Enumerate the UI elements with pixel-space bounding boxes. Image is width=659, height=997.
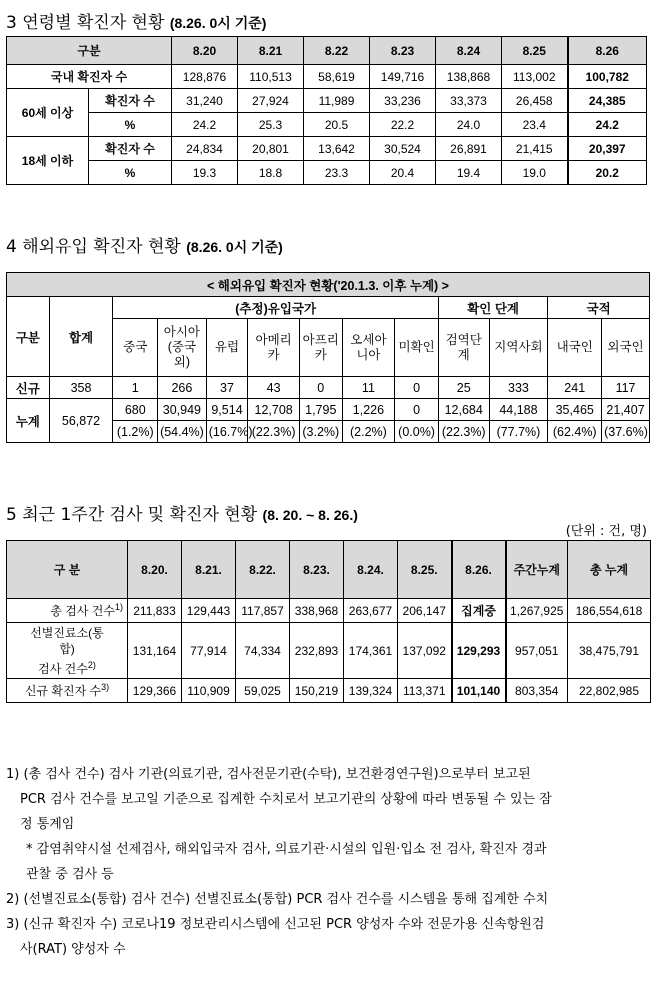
cell: 338,968 bbox=[290, 599, 344, 623]
cell-latest: 집계중 bbox=[452, 599, 506, 623]
pct-cell: (3.2%) bbox=[299, 421, 342, 443]
header-date: 8.23. bbox=[290, 541, 344, 599]
cell: 38,475,791 bbox=[568, 623, 651, 679]
row-label-new: 신규 bbox=[7, 377, 50, 399]
cell: 150,219 bbox=[290, 679, 344, 703]
section4-title bbox=[6, 232, 283, 257]
header-date: 8.25 bbox=[502, 37, 568, 65]
section4-title-sub: (8.26. 0시 기준) bbox=[186, 239, 283, 255]
cell: 12,684 bbox=[438, 399, 489, 421]
subheader: 오세아니아 bbox=[342, 319, 395, 377]
cell: 19.4 bbox=[436, 161, 502, 185]
screening-label-line1: 선별진료소(통 bbox=[30, 625, 104, 640]
cell-latest: 100,782 bbox=[568, 65, 647, 89]
count-label: 확진자 수 bbox=[89, 89, 172, 113]
cell: 113,002 bbox=[502, 65, 568, 89]
pct-cell: (22.3%) bbox=[438, 421, 489, 443]
subheader: 중국 bbox=[113, 319, 158, 377]
section5-title-sub: (8. 20. ~ 8. 26.) bbox=[262, 507, 358, 523]
cell: 117,857 bbox=[236, 599, 290, 623]
cell: 24.0 bbox=[436, 113, 502, 137]
cell: 129,443 bbox=[182, 599, 236, 623]
cell: 241 bbox=[548, 377, 602, 399]
cell: 11 bbox=[342, 377, 395, 399]
cell: 110,909 bbox=[182, 679, 236, 703]
cell: 27,924 bbox=[238, 89, 304, 113]
footnote-line: 관찰 중 검사 등 bbox=[26, 867, 114, 882]
pct-cell: (0.0%) bbox=[395, 421, 439, 443]
footnotes bbox=[6, 762, 652, 962]
screening-label-text: 검사 건수 bbox=[38, 661, 88, 676]
pct-cell: (22.3%) bbox=[248, 421, 300, 443]
section5-title-text: 5 최근 1주간 검사 및 확진자 현황 bbox=[6, 505, 258, 525]
screening-label bbox=[7, 623, 128, 679]
cell: 1 bbox=[113, 377, 158, 399]
pct-cell: (62.4%) bbox=[548, 421, 602, 443]
footnote-mark: 3) bbox=[101, 682, 110, 692]
cell: 24.2 bbox=[172, 113, 238, 137]
cell: 18.8 bbox=[238, 161, 304, 185]
pct-cell: (37.6%) bbox=[602, 421, 650, 443]
cell: 9,514 bbox=[206, 399, 248, 421]
table-caption: < 해외유입 확진자 현황('20.1.3. 이후 누계) > bbox=[7, 273, 650, 297]
cell: 803,354 bbox=[506, 679, 568, 703]
pct-label: % bbox=[89, 113, 172, 137]
cell: 33,373 bbox=[436, 89, 502, 113]
cell-latest: 20.2 bbox=[568, 161, 647, 185]
footnote-line: 사(RAT) 양성자 수 bbox=[20, 942, 126, 957]
header-date: 8.24 bbox=[436, 37, 502, 65]
cell: 25.3 bbox=[238, 113, 304, 137]
screening-label-line2: 합) bbox=[59, 641, 75, 656]
cell: 23.4 bbox=[502, 113, 568, 137]
tests-label-text: 총 검사 건수 bbox=[50, 604, 115, 618]
screening-label-line3 bbox=[9, 657, 125, 677]
header-grand-total: 총 누계 bbox=[568, 541, 651, 599]
cell: 21,407 bbox=[602, 399, 650, 421]
cell: 110,513 bbox=[238, 65, 304, 89]
cell: 20,801 bbox=[238, 137, 304, 161]
header-nationality: 국적 bbox=[548, 297, 650, 319]
cell-latest: 20,397 bbox=[568, 137, 647, 161]
header-date: 8.21. bbox=[182, 541, 236, 599]
cell: 0 bbox=[395, 377, 439, 399]
header-gubun: 구분 bbox=[7, 297, 50, 377]
section3-title-text: 3 연령별 확진자 현황 bbox=[6, 13, 165, 33]
cell: 59,025 bbox=[236, 679, 290, 703]
footnote-line: 1) (총 검사 건수) 검사 기관(의료기관, 검사전문기관(수탁), 보건환경연구원)으로부터 보고된 bbox=[6, 767, 531, 782]
count-label: 확진자 수 bbox=[89, 137, 172, 161]
cases-label-text: 신규 확진자 수 bbox=[24, 684, 102, 698]
cell: 30,524 bbox=[370, 137, 436, 161]
section4-title-text: 4 해외유입 확진자 현황 bbox=[6, 237, 181, 257]
cell: 333 bbox=[489, 377, 548, 399]
cases-label bbox=[7, 679, 128, 703]
pct-cell: (1.2%) bbox=[113, 421, 158, 443]
weekly-tests-table bbox=[6, 540, 651, 703]
cell: 19.3 bbox=[172, 161, 238, 185]
cell: 186,554,618 bbox=[568, 599, 651, 623]
cell: 139,324 bbox=[344, 679, 398, 703]
cell: 23.3 bbox=[304, 161, 370, 185]
cell: 74,334 bbox=[236, 623, 290, 679]
subheader: 아시아(중국외) bbox=[158, 319, 207, 377]
footnote-mark: 2) bbox=[87, 659, 96, 670]
row-label-cumulative: 누계 bbox=[7, 399, 50, 443]
cell: 25 bbox=[438, 377, 489, 399]
footnote-line: 2) (선별진료소(통합) 검사 건수) 선별진료소(통합) PCR 검사 건수를 시스템을 통해 집계한 수치 bbox=[6, 892, 549, 907]
cell: 358 bbox=[49, 377, 113, 399]
cell: 21,415 bbox=[502, 137, 568, 161]
header-date: 8.20. bbox=[128, 541, 182, 599]
cell: 266 bbox=[158, 377, 207, 399]
header-date-latest: 8.26. bbox=[452, 541, 506, 599]
age18-label: 18세 이하 bbox=[7, 137, 89, 185]
subheader: 내국인 bbox=[548, 319, 602, 377]
footnote-line: 정 통계임 bbox=[20, 817, 75, 832]
cell-latest: 24.2 bbox=[568, 113, 647, 137]
cell: 44,188 bbox=[489, 399, 548, 421]
header-date: 8.25. bbox=[398, 541, 452, 599]
header-weekly-total: 주간누계 bbox=[506, 541, 568, 599]
cell: 0 bbox=[395, 399, 439, 421]
cell: 680 bbox=[113, 399, 158, 421]
unit-label: (단위 : 건, 명) bbox=[565, 524, 647, 539]
subheader: 지역사회 bbox=[489, 319, 548, 377]
section5-title bbox=[6, 500, 358, 525]
subheader: 아메리카 bbox=[248, 319, 300, 377]
cell: 149,716 bbox=[370, 65, 436, 89]
header-total: 합계 bbox=[49, 297, 113, 377]
pct-cell: (77.7%) bbox=[489, 421, 548, 443]
subheader: 아프리카 bbox=[299, 319, 342, 377]
cell: 26,891 bbox=[436, 137, 502, 161]
subheader: 검역단계 bbox=[438, 319, 489, 377]
cell: 1,795 bbox=[299, 399, 342, 421]
cell: 12,708 bbox=[248, 399, 300, 421]
header-date: 8.22 bbox=[304, 37, 370, 65]
domestic-label: 국내 확진자 수 bbox=[7, 65, 172, 89]
cell: 24,834 bbox=[172, 137, 238, 161]
header-gubun: 구 분 bbox=[7, 541, 128, 599]
footnote-line: PCR 검사 건수를 보고일 기준으로 집계한 수치로서 보고기관의 상황에 따라 변동될 수 있는 잠 bbox=[20, 792, 552, 807]
cell: 35,465 bbox=[548, 399, 602, 421]
footnote-line: 3) (신규 확진자 수) 코로나19 정보관리시스템에 신고된 PCR 양성자 수와 전문가용 신속항원검 bbox=[6, 917, 545, 932]
pct-cell: (16.7%) bbox=[206, 421, 248, 443]
overseas-cases-table bbox=[6, 272, 650, 443]
header-date: 8.21 bbox=[238, 37, 304, 65]
header-date: 8.24. bbox=[344, 541, 398, 599]
cell: 19.0 bbox=[502, 161, 568, 185]
cell: 1,267,925 bbox=[506, 599, 568, 623]
cell: 263,677 bbox=[344, 599, 398, 623]
cell: 113,371 bbox=[398, 679, 452, 703]
cell: 211,833 bbox=[128, 599, 182, 623]
subheader: 미확인 bbox=[395, 319, 439, 377]
cell: 37 bbox=[206, 377, 248, 399]
section3-title bbox=[6, 8, 266, 33]
cell: 0 bbox=[299, 377, 342, 399]
header-date: 8.20 bbox=[172, 37, 238, 65]
cell: 20.4 bbox=[370, 161, 436, 185]
subheader: 유럽 bbox=[206, 319, 248, 377]
age-cases-table bbox=[6, 36, 647, 185]
cell-latest: 101,140 bbox=[452, 679, 506, 703]
cell: 174,361 bbox=[344, 623, 398, 679]
cell: 232,893 bbox=[290, 623, 344, 679]
cell: 30,949 bbox=[158, 399, 207, 421]
age60-label: 60세 이상 bbox=[7, 89, 89, 137]
header-date: 8.22. bbox=[236, 541, 290, 599]
cell: 20.5 bbox=[304, 113, 370, 137]
cell: 13,642 bbox=[304, 137, 370, 161]
section3-title-sub: (8.26. 0시 기준) bbox=[169, 15, 267, 31]
cell: 58,619 bbox=[304, 65, 370, 89]
cell: 1,226 bbox=[342, 399, 395, 421]
cell: 26,458 bbox=[502, 89, 568, 113]
cell: 957,051 bbox=[506, 623, 568, 679]
cell: 128,876 bbox=[172, 65, 238, 89]
cell-latest: 129,293 bbox=[452, 623, 506, 679]
subheader: 외국인 bbox=[602, 319, 650, 377]
cell: 33,236 bbox=[370, 89, 436, 113]
pct-label: % bbox=[89, 161, 172, 185]
cell: 138,868 bbox=[436, 65, 502, 89]
cell: 56,872 bbox=[49, 399, 113, 443]
cell-latest: 24,385 bbox=[568, 89, 647, 113]
footnote-mark: 1) bbox=[114, 602, 123, 612]
cell: 137,092 bbox=[398, 623, 452, 679]
pct-cell: (2.2%) bbox=[342, 421, 395, 443]
cell: 43 bbox=[248, 377, 300, 399]
footnote-line: * 감염취약시설 선제검사, 해외입국자 검사, 의료기관·시설의 입원·입소 전 검사, 확진자 경과 bbox=[26, 842, 547, 857]
tests-label bbox=[7, 599, 128, 623]
pct-cell: (54.4%) bbox=[158, 421, 207, 443]
cell: 31,240 bbox=[172, 89, 238, 113]
cell: 77,914 bbox=[182, 623, 236, 679]
cell: 117 bbox=[602, 377, 650, 399]
cell: 129,366 bbox=[128, 679, 182, 703]
header-gubun: 구분 bbox=[7, 37, 172, 65]
header-confirm-stage: 확인 단계 bbox=[438, 297, 547, 319]
cell: 22,802,985 bbox=[568, 679, 651, 703]
cell: 11,989 bbox=[304, 89, 370, 113]
cell: 131,164 bbox=[128, 623, 182, 679]
header-date-latest: 8.26 bbox=[568, 37, 647, 65]
header-date: 8.23 bbox=[370, 37, 436, 65]
header-origin: (추정)유입국가 bbox=[113, 297, 438, 319]
cell: 206,147 bbox=[398, 599, 452, 623]
cell: 22.2 bbox=[370, 113, 436, 137]
